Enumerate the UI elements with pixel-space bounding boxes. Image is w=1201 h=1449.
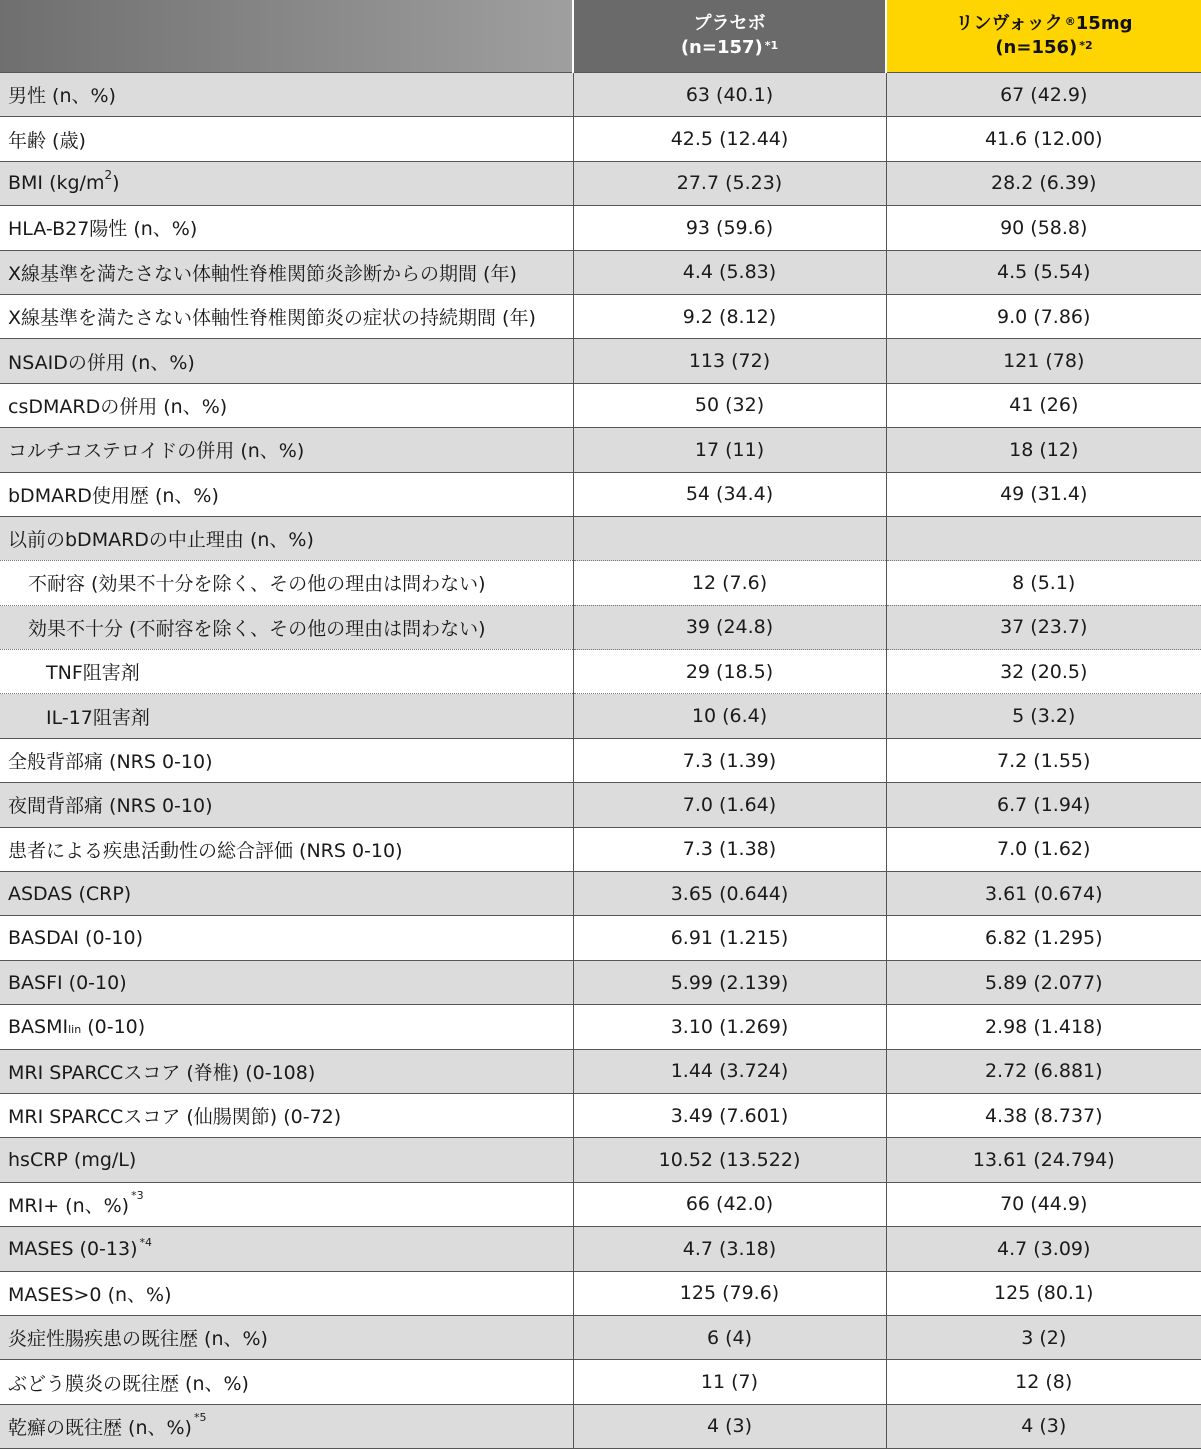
rinvoq-value: 32 (20.5): [886, 650, 1201, 694]
row-label-text: 以前のbDMARDの中止理由 (n、%): [8, 529, 314, 552]
table-row: [0, 161, 1201, 205]
row-label-text: ぶどう膜炎の既往歴 (n、%): [8, 1372, 249, 1395]
row-label: [0, 960, 573, 1004]
rinvoq-value: 8 (5.1): [886, 561, 1201, 605]
rinvoq-value: 4 (3): [886, 1404, 1201, 1448]
rinvoq-value: 12 (8): [886, 1360, 1201, 1404]
placebo-n: (n=157): [680, 37, 763, 58]
placebo-value: 125 (79.6): [573, 1271, 886, 1315]
placebo-value: 7.3 (1.39): [573, 738, 886, 782]
row-label: [0, 1315, 573, 1359]
label-suffix: (0-10): [81, 1015, 146, 1038]
row-label-text: コルチコステロイドの併用 (n、%): [8, 440, 305, 463]
row-label-text: bDMARD使用歴 (n、%): [8, 484, 219, 507]
row-label-text: 全般背部痛 (NRS 0-10): [8, 751, 213, 774]
placebo-value: 11 (7): [573, 1360, 886, 1404]
placebo-value: 10.52 (13.522): [573, 1138, 886, 1182]
placebo-value: 6.91 (1.215): [573, 916, 886, 960]
table-row: [0, 605, 1201, 649]
row-label-text: TNF阻害剤: [46, 662, 140, 685]
row-label: [0, 561, 573, 605]
row-label-text: MASES>0 (n、%): [8, 1283, 172, 1306]
table-row: [0, 1315, 1201, 1359]
placebo-value: 42.5 (12.44): [573, 117, 886, 161]
row-label: [0, 827, 573, 871]
rinvoq-value: 5 (3.2): [886, 694, 1201, 738]
placebo-value: 3.49 (7.601): [573, 1093, 886, 1137]
row-label: [0, 1005, 573, 1049]
placebo-value: 4.7 (3.18): [573, 1227, 886, 1271]
table-body: [0, 73, 1201, 1449]
rinvoq-value: 6.7 (1.94): [886, 783, 1201, 827]
row-label: [0, 1093, 573, 1137]
table-row: [0, 1182, 1201, 1226]
row-label: [0, 73, 573, 117]
table-row: [0, 738, 1201, 782]
table-row: [0, 250, 1201, 294]
row-label: [0, 1271, 573, 1315]
row-label: [0, 650, 573, 694]
table-row: [0, 1271, 1201, 1315]
row-label: [0, 1138, 573, 1182]
table-row: [0, 1005, 1201, 1049]
row-label-text: MRI+ (n、%): [8, 1194, 130, 1217]
placebo-value: 7.0 (1.64): [573, 783, 886, 827]
row-label-text: 乾癬の既往歴 (n、%): [8, 1416, 192, 1439]
rinvoq-value: 37 (23.7): [886, 605, 1201, 649]
registered-mark: ®: [1064, 15, 1076, 28]
table-row: [0, 1227, 1201, 1271]
placebo-value: 63 (40.1): [573, 73, 886, 117]
table-row: [0, 1049, 1201, 1093]
table-row: [0, 73, 1201, 117]
placebo-value: 17 (11): [573, 428, 886, 472]
rinvoq-value: 49 (31.4): [886, 472, 1201, 516]
row-label: [0, 738, 573, 782]
rinvoq-value: 2.72 (6.881): [886, 1049, 1201, 1093]
label-superscript: 2: [104, 168, 113, 183]
rinvoq-value: 67 (42.9): [886, 73, 1201, 117]
placebo-value: 27.7 (5.23): [573, 161, 886, 205]
rinvoq-value: 121 (78): [886, 339, 1201, 383]
row-label-text: MRI SPARCCスコア (仙腸関節) (0-72): [8, 1106, 342, 1129]
rinvoq-value: 2.98 (1.418): [886, 1005, 1201, 1049]
table-row: [0, 383, 1201, 427]
placebo-value: 12 (7.6): [573, 561, 886, 605]
row-label: [0, 1227, 573, 1271]
rinvoq-value: 13.61 (24.794): [886, 1138, 1201, 1182]
table-header-row: [0, 0, 1201, 73]
placebo-value: 1.44 (3.724): [573, 1049, 886, 1093]
row-label: [0, 783, 573, 827]
rinvoq-value: 125 (80.1): [886, 1271, 1201, 1315]
row-label: [0, 1404, 573, 1448]
rinvoq-value: 9.0 (7.86): [886, 294, 1201, 338]
table-row: [0, 472, 1201, 516]
rinvoq-value: 28.2 (6.39): [886, 161, 1201, 205]
table-row: [0, 516, 1201, 560]
rinvoq-value: 4.38 (8.737): [886, 1093, 1201, 1137]
placebo-value: 3.10 (1.269): [573, 1005, 886, 1049]
row-label-text: BASDAI (0-10): [8, 927, 143, 950]
row-label-text: HLA-B27陽性 (n、%): [8, 218, 198, 241]
rinvoq-value: 3.61 (0.674): [886, 872, 1201, 916]
row-label: [0, 383, 573, 427]
row-label-text: X線基準を満たさない体軸性脊椎関節炎の症状の持続期間 (年): [8, 307, 536, 330]
label-footnote-mark: *3: [131, 1188, 144, 1202]
rinvoq-column-header: [886, 0, 1201, 73]
rinvoq-dose: 15mg: [1075, 13, 1133, 34]
placebo-value: 54 (34.4): [573, 472, 886, 516]
row-label-text: BASMI: [8, 1015, 69, 1038]
label-footnote-mark: *4: [139, 1235, 153, 1249]
placebo-value: 4 (3): [573, 1404, 886, 1448]
row-label: [0, 161, 573, 205]
row-label-text: hsCRP (mg/L): [8, 1149, 137, 1172]
placebo-column-header: [573, 0, 886, 73]
table-row: [0, 1360, 1201, 1404]
row-label: [0, 605, 573, 649]
row-label: [0, 916, 573, 960]
row-label-text: 年齢 (歳): [8, 129, 86, 152]
rinvoq-value: 90 (58.8): [886, 206, 1201, 250]
row-label: [0, 472, 573, 516]
rinvoq-group-name: リンヴォック: [955, 13, 1063, 34]
placebo-value: 4.4 (5.83): [573, 250, 886, 294]
rinvoq-value: [886, 516, 1201, 560]
row-label-text: NSAIDの併用 (n、%): [8, 351, 195, 374]
placebo-value: 50 (32): [573, 383, 886, 427]
placebo-value: 10 (6.4): [573, 694, 886, 738]
table-row: [0, 561, 1201, 605]
table-row: [0, 827, 1201, 871]
placebo-value: 7.3 (1.38): [573, 827, 886, 871]
row-label: [0, 694, 573, 738]
table-row: [0, 694, 1201, 738]
row-label-text: 男性 (n、%): [8, 85, 116, 108]
rinvoq-value: 41.6 (12.00): [886, 117, 1201, 161]
row-label-text: 夜間背部痛 (NRS 0-10): [8, 795, 213, 818]
placebo-value: 5.99 (2.139): [573, 960, 886, 1004]
placebo-value: 6 (4): [573, 1315, 886, 1359]
table-row: [0, 783, 1201, 827]
table-row: [0, 428, 1201, 472]
rinvoq-footnote-mark: *2: [1079, 39, 1093, 52]
row-label: [0, 428, 573, 472]
rinvoq-n: (n=156): [995, 37, 1078, 58]
table-row: [0, 339, 1201, 383]
table-row: [0, 872, 1201, 916]
table-row: [0, 916, 1201, 960]
rinvoq-value: 18 (12): [886, 428, 1201, 472]
placebo-value: 39 (24.8): [573, 605, 886, 649]
placebo-value: 113 (72): [573, 339, 886, 383]
table-row: [0, 206, 1201, 250]
table-row: [0, 1138, 1201, 1182]
row-label: [0, 872, 573, 916]
rinvoq-value: 6.82 (1.295): [886, 916, 1201, 960]
row-label-text: MASES (0-13): [8, 1237, 138, 1260]
rinvoq-value: 41 (26): [886, 383, 1201, 427]
row-label: [0, 339, 573, 383]
row-label-text: 不耐容 (効果不十分を除く、その他の理由は問わない): [28, 573, 486, 596]
rinvoq-value: 5.89 (2.077): [886, 960, 1201, 1004]
rinvoq-value: 3 (2): [886, 1315, 1201, 1359]
placebo-value: 93 (59.6): [573, 206, 886, 250]
placebo-group-name: プラセボ: [693, 13, 766, 34]
table-row: [0, 1404, 1201, 1448]
row-label-text: IL-17阻害剤: [46, 706, 150, 729]
row-label-text: X線基準を満たさない体軸性脊椎関節炎診断からの期間 (年): [8, 262, 517, 285]
row-label-text: 効果不十分 (不耐容を除く、その他の理由は問わない): [28, 617, 486, 640]
table-row: [0, 1093, 1201, 1137]
row-label-text: BASFI (0-10): [8, 971, 127, 994]
placebo-footnote-mark: *1: [764, 39, 779, 52]
rinvoq-value: 4.5 (5.54): [886, 250, 1201, 294]
header-corner-cell: [0, 0, 573, 73]
table-row: [0, 960, 1201, 1004]
row-label: [0, 250, 573, 294]
rinvoq-value: 7.0 (1.62): [886, 827, 1201, 871]
table-row: [0, 650, 1201, 694]
row-label-text: MRI SPARCCスコア (脊椎) (0-108): [8, 1061, 316, 1084]
table-row: [0, 117, 1201, 161]
placebo-value: [573, 516, 886, 560]
label-footnote-mark: *5: [193, 1410, 207, 1424]
placebo-value: 9.2 (8.12): [573, 294, 886, 338]
placebo-value: 3.65 (0.644): [573, 872, 886, 916]
row-label: [0, 117, 573, 161]
row-label: [0, 206, 573, 250]
placebo-value: 29 (18.5): [573, 650, 886, 694]
row-label-text: 患者による疾患活動性の総合評価 (NRS 0-10): [8, 839, 403, 862]
rinvoq-value: 70 (44.9): [886, 1182, 1201, 1226]
label-suffix: ): [112, 172, 120, 195]
row-label: [0, 1182, 573, 1226]
row-label-text: BMI (kg/m: [8, 172, 105, 195]
table-row: [0, 294, 1201, 338]
row-label: [0, 294, 573, 338]
row-label: [0, 516, 573, 560]
label-subscript: lin: [68, 1022, 82, 1036]
placebo-value: 66 (42.0): [573, 1182, 886, 1226]
rinvoq-value: 4.7 (3.09): [886, 1227, 1201, 1271]
row-label-text: ASDAS (CRP): [8, 882, 132, 905]
row-label: [0, 1360, 573, 1404]
rinvoq-value: 7.2 (1.55): [886, 738, 1201, 782]
row-label-text: 炎症性腸疾患の既往歴 (n、%): [8, 1328, 268, 1351]
row-label: [0, 1049, 573, 1093]
row-label-text: csDMARDの併用 (n、%): [8, 395, 228, 418]
